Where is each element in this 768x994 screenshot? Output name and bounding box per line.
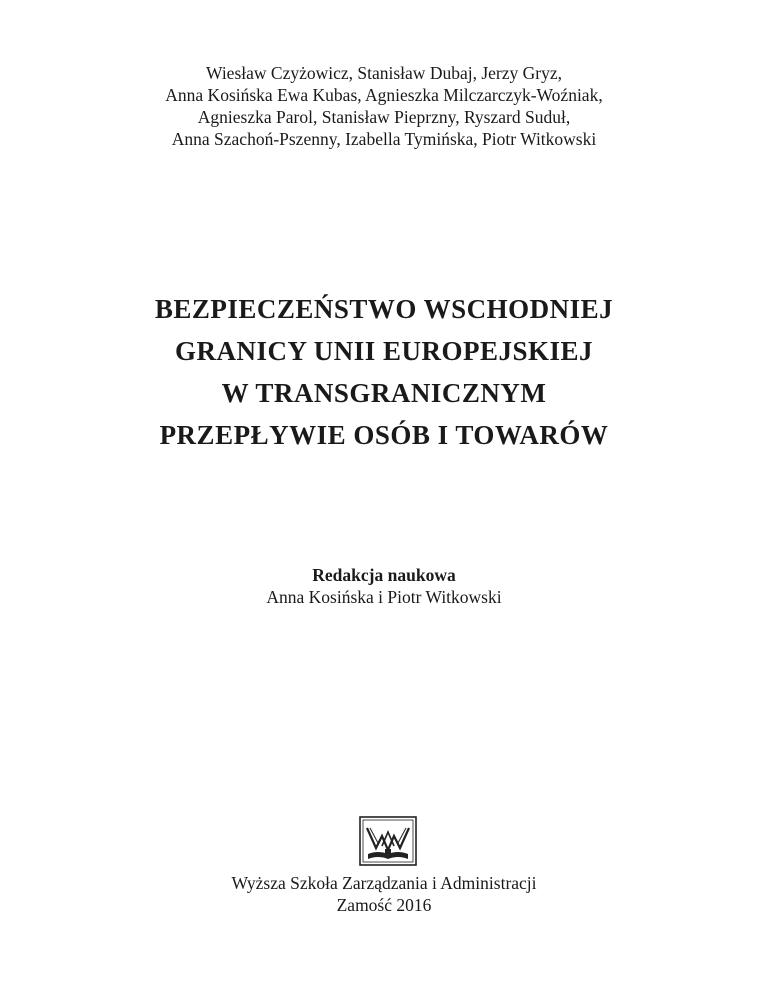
publisher-name: Wyższa Szkoła Zarządzania i Administracji: [231, 873, 537, 893]
publisher-place-year: Zamość 2016: [336, 895, 432, 915]
author-line: Wiesław Czyżowicz, Stanisław Dubaj, Jerzy Gryz,: [206, 63, 562, 83]
author-line: Anna Kosińska Ewa Kubas, Agnieszka Milczarczyk-Woźniak,: [165, 85, 603, 105]
title-line: BEZPIECZEŃSTWO WSCHODNIEJ: [154, 294, 614, 324]
publisher-block: [0, 872, 768, 916]
title-line: GRANICY UNII EUROPEJSKIEJ: [174, 336, 594, 366]
editor-names: Anna Kosińska i Piotr Witkowski: [266, 587, 502, 607]
author-line: Anna Szachoń-Pszenny, Izabella Tymińska, Piotr Witkowski: [171, 129, 597, 149]
author-line: Agnieszka Parol, Stanisław Pieprzny, Ryszard Suduł,: [197, 107, 571, 127]
title-line: PRZEPŁYWIE OSÓB I TOWARÓW: [159, 420, 609, 450]
title-line: W TRANSGRANICZNYM: [221, 378, 547, 408]
authors-block: [0, 62, 768, 150]
editorial-block: [0, 564, 768, 608]
publisher-logo-icon: [358, 816, 418, 866]
editorial-label: Redakcja naukowa: [312, 565, 456, 585]
book-title: [0, 288, 768, 456]
